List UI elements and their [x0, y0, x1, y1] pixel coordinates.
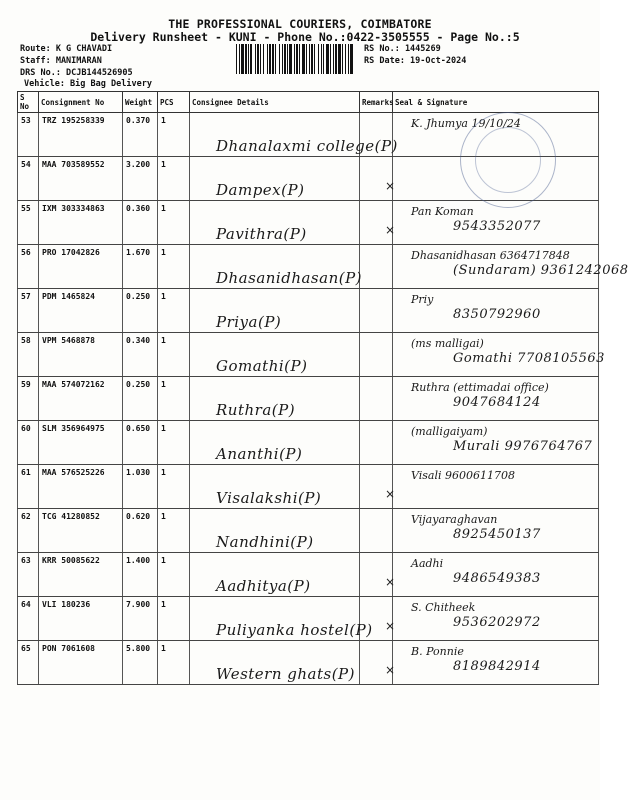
consignee-handwritten: Priya(P)	[216, 313, 282, 331]
weight-cell: 0.360	[123, 201, 158, 245]
consignee-cell	[190, 289, 360, 333]
pcs-cell: 1	[158, 157, 190, 201]
signature-cell	[385, 553, 599, 597]
sno-cell: 56	[18, 245, 39, 289]
rs-number: RS No.: 1445269	[364, 44, 441, 54]
company-title: THE PROFESSIONAL COURIERS, COIMBATORE	[168, 17, 432, 31]
sno-cell: 60	[18, 421, 39, 465]
rs-date: RS Date: 19-Oct-2024	[364, 56, 467, 66]
weight-cell: 1.400	[123, 553, 158, 597]
consignee-cell	[190, 597, 373, 641]
sno-cell: 64	[18, 597, 39, 641]
pcs-cell: 1	[158, 509, 190, 553]
pcs-cell: 1	[158, 597, 190, 641]
table-row	[18, 509, 599, 553]
col-header-signature: Seal & Signature	[393, 92, 599, 113]
consignee-cell	[190, 465, 360, 509]
consignee-cell	[190, 157, 360, 201]
consignee-handwritten: Dampex(P)	[216, 181, 305, 199]
col-header-pcs: PCS	[158, 92, 190, 113]
signature-cell	[385, 201, 599, 245]
sno-cell: 62	[18, 509, 39, 553]
pcs-cell: 1	[158, 245, 190, 289]
cross-mark: ×	[385, 487, 396, 501]
weight-cell: 0.250	[123, 377, 158, 421]
consignee-cell	[190, 421, 360, 465]
table-row	[18, 641, 599, 685]
remarks-cell	[360, 333, 393, 377]
remarks-cell	[360, 377, 393, 421]
signature-name: Priy	[411, 293, 434, 306]
pcs-cell: 1	[158, 333, 190, 377]
consignment-cell: IXM 303334863	[39, 201, 123, 245]
sno-cell: 57	[18, 289, 39, 333]
remarks-cell	[360, 245, 393, 289]
consignment-cell: SLM 356964975	[39, 421, 123, 465]
sno-cell: 58	[18, 333, 39, 377]
institute-stamp	[460, 112, 556, 208]
consignment-cell: VPM 5468878	[39, 333, 123, 377]
col-header-remarks: Remarks	[360, 92, 393, 113]
weight-cell: 0.250	[123, 289, 158, 333]
signature-name: Aadhi	[411, 557, 444, 570]
col-header-consignee: Consignee Details	[190, 92, 360, 113]
sno-cell: 54	[18, 157, 39, 201]
signature-phone: 8925450137	[453, 527, 541, 542]
weight-cell: 0.650	[123, 421, 158, 465]
weight-cell: 7.900	[123, 597, 158, 641]
pcs-cell: 1	[158, 465, 190, 509]
signature-cell	[393, 421, 599, 465]
consignee-handwritten: Ananthi(P)	[216, 445, 303, 463]
consignee-handwritten: Visalakshi(P)	[216, 489, 322, 507]
consignment-cell: MAA 703589552	[39, 157, 123, 201]
route-label: Route: K G CHAVADI	[20, 44, 113, 54]
consignee-handwritten: Gomathi(P)	[216, 357, 308, 375]
weight-cell: 0.340	[123, 333, 158, 377]
signature-phone: 9486549383	[453, 571, 541, 586]
table-row	[18, 289, 599, 333]
col-header-weight: Weight	[123, 92, 158, 113]
pcs-cell: 1	[158, 201, 190, 245]
runsheet-title: Delivery Runsheet - KUNI - Phone No.:0422-3505555 - Page No.:5	[90, 30, 520, 44]
signature-name: Dhasanidhasan 6364717848	[411, 249, 570, 262]
signature-cell	[393, 333, 605, 377]
signature-name: S. Chitheek	[411, 601, 476, 614]
signature-cell	[393, 289, 599, 333]
col-header-sno: S No	[18, 92, 39, 113]
weight-cell: 0.620	[123, 509, 158, 553]
pcs-cell: 1	[158, 113, 190, 157]
table-row	[18, 465, 599, 509]
consignee-cell	[190, 245, 363, 289]
weight-cell: 0.370	[123, 113, 158, 157]
consignee-handwritten: Ruthra(P)	[216, 401, 296, 419]
sno-cell: 59	[18, 377, 39, 421]
consignee-cell	[190, 553, 360, 597]
cross-mark: ×	[385, 179, 396, 193]
signature-phone: Gomathi 7708105563	[453, 351, 605, 366]
consignment-cell: PDM 1465824	[39, 289, 123, 333]
consignee-cell	[190, 201, 360, 245]
signature-cell	[393, 377, 599, 421]
consignee-cell	[190, 113, 398, 157]
signature-cell	[385, 465, 599, 509]
consignment-cell: PON 7061608	[39, 641, 123, 685]
signature-name: K. Jhumya 19/10/24	[411, 117, 521, 130]
table-row	[18, 597, 599, 641]
signature-name: (ms malligai)	[411, 337, 484, 350]
signature-phone: Murali 9976764767	[453, 439, 593, 454]
col-header-consignment: Consignment No	[39, 92, 123, 113]
signature-name: Ruthra (ettimadai office)	[411, 381, 549, 394]
cross-mark: ×	[385, 575, 396, 589]
pcs-cell: 1	[158, 377, 190, 421]
cross-mark: ×	[385, 663, 396, 677]
signature-phone: 9047684124	[453, 395, 541, 410]
signature-cell	[385, 597, 599, 641]
signature-phone: 8189842914	[453, 659, 541, 674]
signature-cell	[393, 509, 599, 553]
cross-mark: ×	[385, 619, 396, 633]
remarks-cell	[360, 509, 393, 553]
consignment-cell: TCG 41280852	[39, 509, 123, 553]
sno-cell: 65	[18, 641, 39, 685]
consignment-cell: VLI 180236	[39, 597, 123, 641]
table-row	[18, 245, 599, 289]
consignee-handwritten: Pavithra(P)	[216, 225, 307, 243]
sno-cell: 53	[18, 113, 39, 157]
signature-name: (malligaiyam)	[411, 425, 488, 438]
signature-name: Vijayaraghavan	[411, 513, 498, 526]
signature-phone: 9536202972	[453, 615, 541, 630]
drs-number: DRS No.: DCJB144526905	[20, 68, 133, 78]
consignment-cell: TRZ 195258339	[39, 113, 123, 157]
weight-cell: 1.030	[123, 465, 158, 509]
weight-cell: 3.200	[123, 157, 158, 201]
pcs-cell: 1	[158, 553, 190, 597]
signature-name: B. Ponnie	[411, 645, 464, 658]
consignee-handwritten: Aadhitya(P)	[216, 577, 311, 595]
consignment-cell: MAA 576525226	[39, 465, 123, 509]
sno-cell: 61	[18, 465, 39, 509]
consignee-handwritten: Dhanalaxmi college(P)	[216, 137, 398, 155]
pcs-cell: 1	[158, 289, 190, 333]
signature-phone: 8350792960	[453, 307, 541, 322]
signature-name: Visali 9600611708	[411, 469, 515, 482]
consignee-cell	[190, 377, 360, 421]
barcode-image	[236, 44, 354, 74]
pcs-cell: 1	[158, 421, 190, 465]
remarks-cell	[360, 421, 393, 465]
weight-cell: 5.800	[123, 641, 158, 685]
remarks-cell	[360, 289, 393, 333]
staff-label: Staff: MANIMARAN	[20, 56, 102, 66]
consignee-cell	[190, 333, 360, 377]
table-row	[18, 553, 599, 597]
consignment-cell: PRO 17042826	[39, 245, 123, 289]
signature-cell	[393, 245, 629, 289]
table-row	[18, 377, 599, 421]
consignee-handwritten: Nandhini(P)	[216, 533, 314, 551]
consignee-handwritten: Puliyanka hostel(P)	[216, 621, 373, 639]
pcs-cell: 1	[158, 641, 190, 685]
consignee-cell	[190, 641, 360, 685]
table-row	[18, 333, 599, 377]
weight-cell: 1.670	[123, 245, 158, 289]
signature-name: Pan Koman	[411, 205, 474, 218]
consignee-cell	[190, 509, 360, 553]
vehicle-label: Vehicle: Big Bag Delivery	[24, 79, 152, 89]
signature-phone: (Sundaram) 9361242068	[453, 263, 629, 278]
table-header-row	[18, 92, 599, 113]
consignee-handwritten: Dhasanidhasan(P)	[216, 269, 363, 287]
sno-cell: 63	[18, 553, 39, 597]
signature-phone: 9543352077	[453, 219, 541, 234]
signature-cell	[385, 641, 599, 685]
cross-mark: ×	[385, 223, 396, 237]
consignment-cell: MAA 574072162	[39, 377, 123, 421]
consignment-cell: KRR 50085622	[39, 553, 123, 597]
table-row	[18, 421, 599, 465]
consignee-handwritten: Western ghats(P)	[216, 665, 356, 683]
sno-cell: 55	[18, 201, 39, 245]
